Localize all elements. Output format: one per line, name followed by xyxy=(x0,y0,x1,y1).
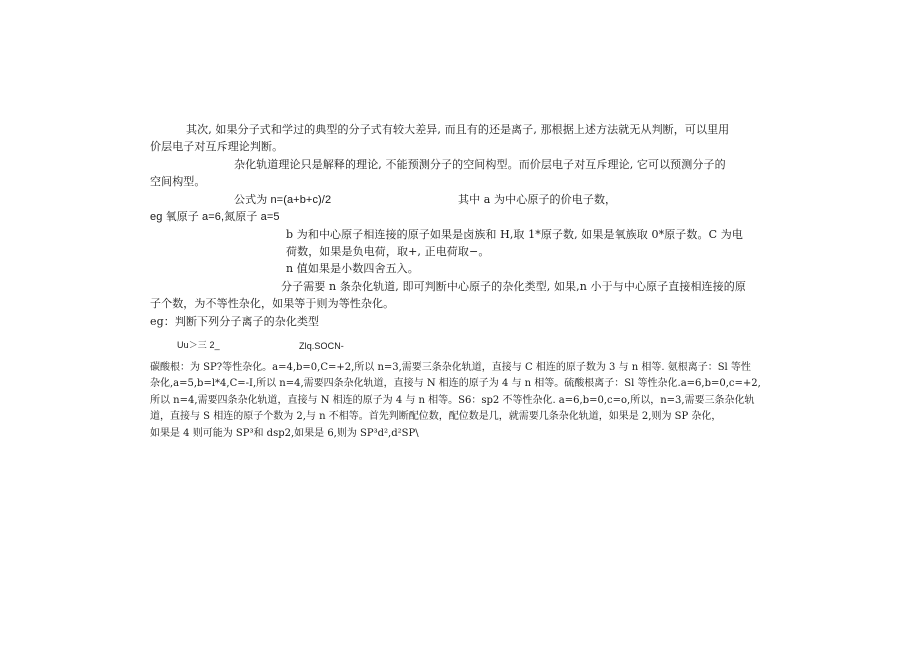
paragraph-2-line-1: 杂化轨道理论只是解释的理论, 不能预测分子的空间构型。而价层电子对互斥理论, 它可以预测分子的 xyxy=(234,158,726,171)
example-line-2: 杂化,a=5,b=l*4,C=-I,所以 n=4,需要四条杂化轨道，直接与 N 相连的原子为 4 与 n 相等。硫酸根离子：Sl 等性杂化.a=6,b=0,c=+2, xyxy=(150,378,761,389)
formula-line: 公式为 n=(a+b+c)/2 xyxy=(234,194,332,206)
formula-row-right: Zlq.SOCN- xyxy=(299,341,344,351)
paragraph-2-line-2: 空间构型。 xyxy=(150,175,206,188)
rounding-line: n 值如果是小数四舍五入。 xyxy=(286,262,419,275)
example-line-3: 所以 n=4,需要四条杂化轨道，直接与 N 相连的原子为 4 与 n 相等。S6：sp2 不等性杂化. a=6,b=0,c=o,所以，n=3,需要三条杂化轨 xyxy=(150,395,755,406)
paragraph-1-line-1: 其次, 如果分子式和学过的典型的分子式有较大差异, 而且有的还是离子, 那根据上述方法就无从判断，可以里用 xyxy=(186,123,730,136)
judge-line-1: 分子需要 n 条杂化轨道, 即可判断中心原子的杂化类型, 如果,n 小于与中心原子直接相连接的原 xyxy=(281,280,746,293)
formula-row-left: Uu＞三 2_ xyxy=(177,340,220,350)
b-definition-line-1: b 为和中心原子相连接的原子如果是卤族和 H,取 1*原子数, 如果是氧族取 0*原子数。C 为电 xyxy=(286,228,743,241)
example-line-5: 如果是 4 则可能为 SP³和 dsp2,如果是 6,则为 SP³d²,d²SP\ xyxy=(150,428,419,439)
formula-note: 其中 a 为中心原子的价电子数， xyxy=(458,193,617,206)
paragraph-1-line-2: 价层电子对互斥理论判断。 xyxy=(150,140,284,153)
example-line-4: 道，直接与 S 相连的原子个数为 2,与 n 不相等。首先判断配位数，配位数是几，就需要几条杂化轨道，如果是 2,则为 SP 杂化， xyxy=(150,411,722,422)
example-line-1: 碳酸根：为 SP?等性杂化。a=4,b=0,C=+2,所以 n=3,需要三条杂化轨道，直接与 C 相连的原子数为 3 与 n 相等. 氨根离子：Sl 等性 xyxy=(150,362,751,373)
eg-atoms-line: eg 氧原子 a=6,氮原子 a=5 xyxy=(150,211,280,223)
judge-line-2: 子个数，为不等性杂化，如果等于则为等性杂化。 xyxy=(150,297,395,310)
eg-task-line: eg：判断下列分子离子的杂化类型 xyxy=(150,315,320,328)
b-definition-line-2: 荷数，如果是负电荷，取+, 正电荷取−。 xyxy=(286,245,490,258)
